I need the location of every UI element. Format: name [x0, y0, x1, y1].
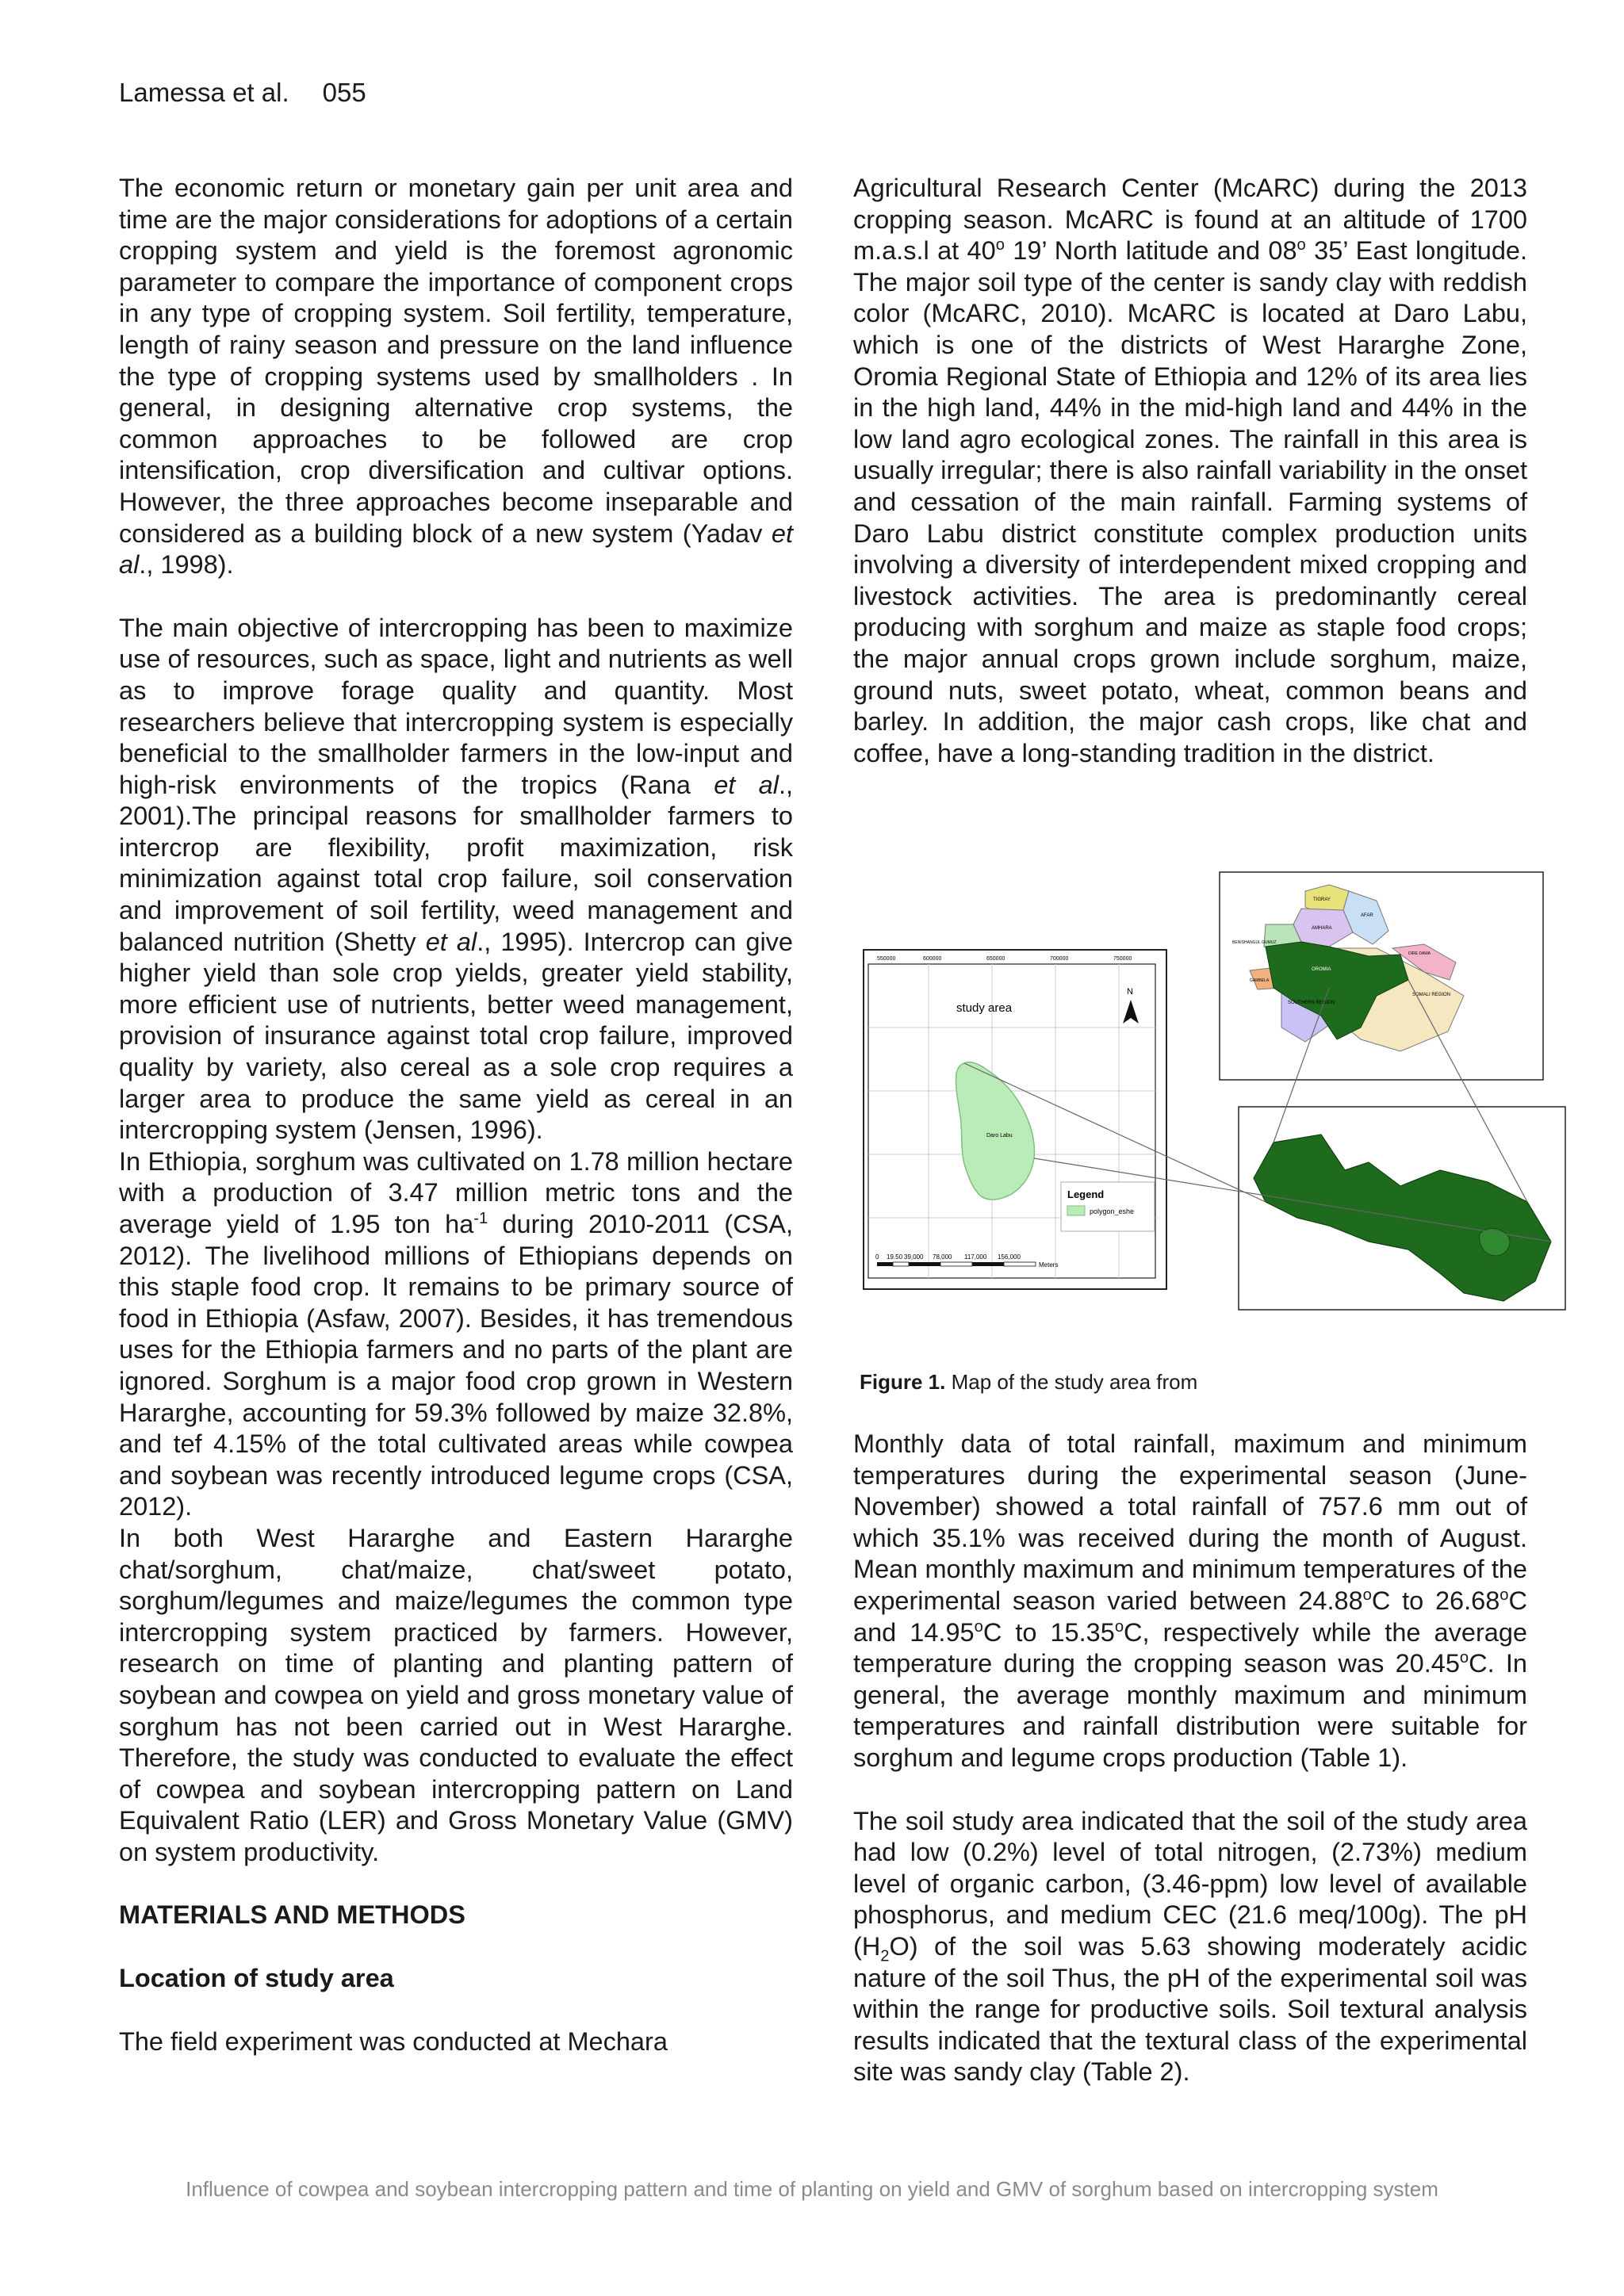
svg-text:N: N — [1127, 987, 1133, 997]
paragraph-ethiopia-sorghum: In Ethiopia, sorghum was cultivated on 1.78 million hectare with a production of 3.47 million metric tons and the average yield of 1.95 ton $ha^{-1}$ during 2010-2011 (CSA, 2012). The livelihood millions of Ethiopians depends on this staple food crop. It remains to be primary source of food in Ethiopia (Asfaw, 2007). Besides, it has tremendous uses for the Ethiopia farmers and no parts of the plant are ignored. Sorghum is a major food crop grown in Western Hararghe, accounting for 59.3% followed by maize 32.8%, and tef 4.15% of the total cultivated areas while cowpea and soybean was recently introduced legume crops (CSA, 2012). — [119, 1146, 794, 1521]
right-column-lower — [853, 1429, 1527, 2120]
region-label: OROMIA — [1312, 967, 1331, 972]
scale-label: 19.50 — [887, 1253, 903, 1261]
scale-label: 0 — [875, 1253, 879, 1261]
tick-label: 750000 — [1113, 956, 1132, 962]
running-authors: Lamessa et al. — [119, 78, 289, 107]
page-number: 055 — [322, 78, 366, 107]
region-label: SOUTHERN REGION — [1288, 1001, 1335, 1005]
subsection-heading-location: Location of study area — [119, 1964, 394, 1993]
region-label: BENISHANGUL GUMUZ — [1232, 940, 1277, 945]
scale-unit: Meters — [1039, 1261, 1059, 1269]
region-label: SOMALI REGION — [1412, 993, 1451, 997]
daro-labu-label: Daro Labu — [986, 1133, 1013, 1138]
scale-label: 78,000 — [933, 1253, 952, 1261]
paragraph-rainfall: Monthly data of total rainfall, maximum and minimum temperatures during the experimental season (June-November) showed a total rainfall of 757.6 mm out of which 35.1% was received during the month of August. Mean monthly maximum and minimum temperatures of the experimental season varied between 24.88$^o$C to 26.68$^o$C and 14.95$^o$C to 15.35$^o$C, respectively while the average temperature during the cropping season was 20.45$^o$C. In general, the average monthly maximum and minimum temperatures and rainfall distribution were suitable for sorghum and legume crops production (Table 1). — [853, 1429, 1527, 1772]
paragraph-field-experiment: The field experiment was conducted at Mechara — [119, 2026, 668, 2056]
tick-label: 650000 — [986, 956, 1005, 962]
page-header — [119, 78, 366, 108]
figure-caption: Figure 1. Map of the study area from — [860, 1370, 1198, 1394]
legend-swatch — [1067, 1206, 1085, 1215]
study-area-map — [864, 950, 1166, 1289]
legend-item-label: polygon_eshe — [1090, 1207, 1135, 1215]
legend-title: Legend — [1067, 1188, 1105, 1200]
scale-label: 117,000 — [964, 1253, 987, 1261]
section-heading-methods: MATERIALS AND METHODS — [119, 1900, 465, 1930]
region-label: AFAR — [1361, 913, 1373, 918]
study-area-map-figure — [853, 869, 1567, 1313]
page-footer: Influence of cowpea and soybean intercropping pattern and time of planting on yield and GMV of sorghum based on intercropping system — [186, 2177, 1438, 2201]
paragraph-hararghe: In both West Hararghe and Eastern Hararghe chat/sorghum, chat/maize, chat/sweet potato, sorghum/legumes and maize/legumes the common type intercropping system practiced by farmers. However, research on time of planting and planting pattern of soybean and cowpea on yield and gross monetary value of sorghum has not been carried out in West Hararghe. Therefore, the study was conducted to evaluate the effect of cowpea and soybean intercropping pattern on Land Equivalent Ratio (LER) and Gross Monetary Value (GMV) on system productivity. — [119, 1523, 793, 1866]
region-label: GAMBELA — [1250, 978, 1270, 983]
paragraph-soil: The soil study area indicated that the soil of the study area had low (0.2%) level of total nitrogen, (2.73%) medium level of organic carbon, (3.46-ppm) low level of available phosphorus, and medium CEC (21.6 meq/100g). The pH $(H_2O)$ of the soil was 5.63 showing moderately acidic nature of the soil Thus, the pH of the experimental soil was within the range for productive soils. Soil textural analysis results indicated that the textural class of the experimental site was sandy clay (Table 2). — [853, 1806, 1527, 2087]
west-hararghe-map — [1239, 1107, 1565, 1310]
scale-label: 156,000 — [998, 1253, 1021, 1261]
study-area-label: study area — [956, 1001, 1013, 1015]
ethiopia-regions-map — [1220, 872, 1543, 1080]
tick-label: 700000 — [1050, 956, 1069, 962]
paragraph-economic-return: The economic return or monetary gain per unit area and time are the major considerations for adoptions of a certain cropping system and yield is the foremost agronomic parameter to compare the importance of component crops in any type of cropping system. Soil fertility, temperature, length of rainy season and pressure on the land influence the type of cropping systems used by smallholders . In general, in designing alternative crop systems, the common approaches to be followed are crop intensification, crop diversification and cultivar options. However, the three approaches become inseparable and considered as a building block of a new system (Yadav et al., 1998). — [119, 174, 793, 580]
left-column — [119, 173, 793, 2089]
tick-label: 550000 — [877, 956, 896, 962]
region-label: DIRE DAWA — [1408, 951, 1431, 956]
paragraph-mcarc: Agricultural Research Center (McARC) during the 2013 cropping season. McARC is found at an altitude of 1700 m.a.s.l at 40$^o$ 19’ North latitude and 08$^o$ 35’ East longitude. The major soil type of the center is sandy clay with reddish color (McARC, 2010). McARC is located at Daro Labu, which is one of the districts of West Hararghe Zone, Oromia Regional State of Ethiopia and 12% of its area lies in the high land, 44% in the mid-high land and 44% in the low land agro ecological zones. The rainfall in this area is usually irregular; there is also rainfall variability in the onset and cessation of the main rainfall. Farming systems of Daro Labu district constitute complex production units involving a diversity of interdependent mixed cropping and livestock activities. The area is predominantly cereal producing with sorghum and maize as staple food crops; the major annual crops grown include sorghum, maize, ground nuts, sweet potato, wheat, common beans and barley. In addition, the major cash crops, like chat and coffee, have a long-standing tradition in the district. — [853, 174, 1527, 767]
paragraph-intercropping-objective: The main objective of intercropping has been to maximize use of resources, such as space, light and nutrients as well as to improve forage quality and quantity. Most researchers believe that intercropping system is especially beneficial to the smallholder farmers in the low-input and high-risk environments of the tropics (Rana et al., 2001).The principal reasons for smallholder farmers to intercrop are flexibility, profit maximization, risk minimization against total crop failure, soil conservation and improvement of soil fertility, weed management and balanced nutrition (Shetty et al., 1995). Intercrop can give higher yield than sole crop yields, greater yield stability, more efficient use of nutrients, better weed management, provision of insurance against total crop failure, improved quality by variety, also cereal as a sole crop requires a larger area to produce the same yield as cereal in an intercropping system (Jensen, 1996). — [119, 613, 794, 1145]
scale-label: 39,000 — [904, 1253, 924, 1261]
region-label: TIGRAY — [1313, 897, 1331, 902]
region-label: AMHARA — [1312, 926, 1332, 931]
right-column — [853, 173, 1527, 801]
tick-label: 600000 — [923, 956, 942, 962]
